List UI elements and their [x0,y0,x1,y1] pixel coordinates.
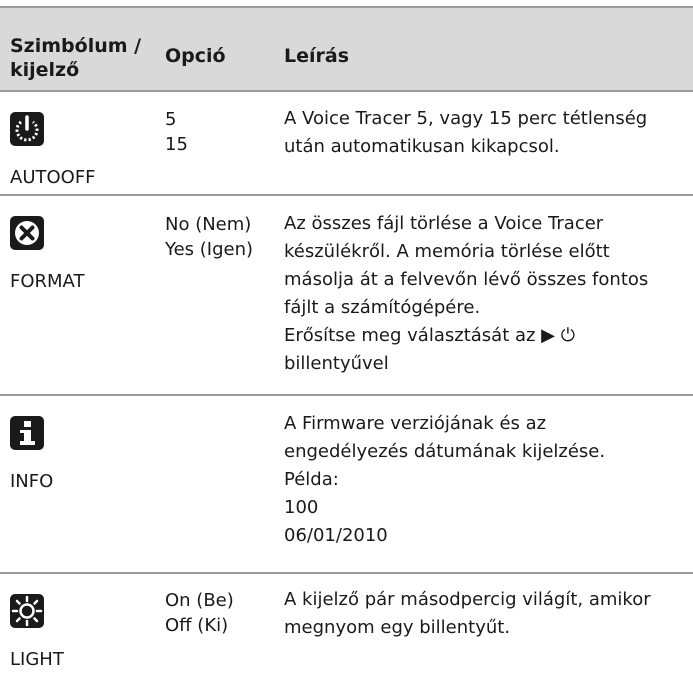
symbol-label: LIGHT [10,649,64,670]
description: A Firmware verziójának és az engedélyezés dátumának kijelzése. Példa: 100 06/01/2010 [284,413,606,546]
table-row [0,92,693,194]
table-header [0,6,693,92]
light-sun-icon [10,594,44,628]
power-timer-icon [10,112,44,146]
header-symbol: Szimbólum / kijelző [10,35,142,81]
close-x-icon [10,216,44,250]
option-list: 5 15 [165,109,188,155]
symbol-label: AUTOOFF [10,167,96,188]
symbol-label: FORMAT [10,271,85,292]
info-icon [10,416,44,450]
option-list: No (Nem) Yes (Igen) [165,214,254,260]
description: A Voice Tracer 5, vagy 15 perc tétlenség után automatikusan kikapcsol. [284,108,648,157]
option-list: On (Be) Off (Ki) [165,590,234,636]
header-description: Leírás [284,45,350,67]
description: Az összes fájl törlése a Voice Tracer készülékről. A memória törlése előtt másolja át a felvevőn lévő összes fontos fájlt a számítógépére. Erősítse meg választását az ▶ ⏻ billentyűvel [284,213,649,374]
description: A kijelző pár másodpercig világít, amikor megnyom egy billentyűt. [284,589,651,638]
symbol-label: INFO [10,471,54,492]
table-row [0,196,693,394]
table-row [0,574,693,673]
header-option: Opció [165,45,226,67]
table-row [0,396,693,572]
